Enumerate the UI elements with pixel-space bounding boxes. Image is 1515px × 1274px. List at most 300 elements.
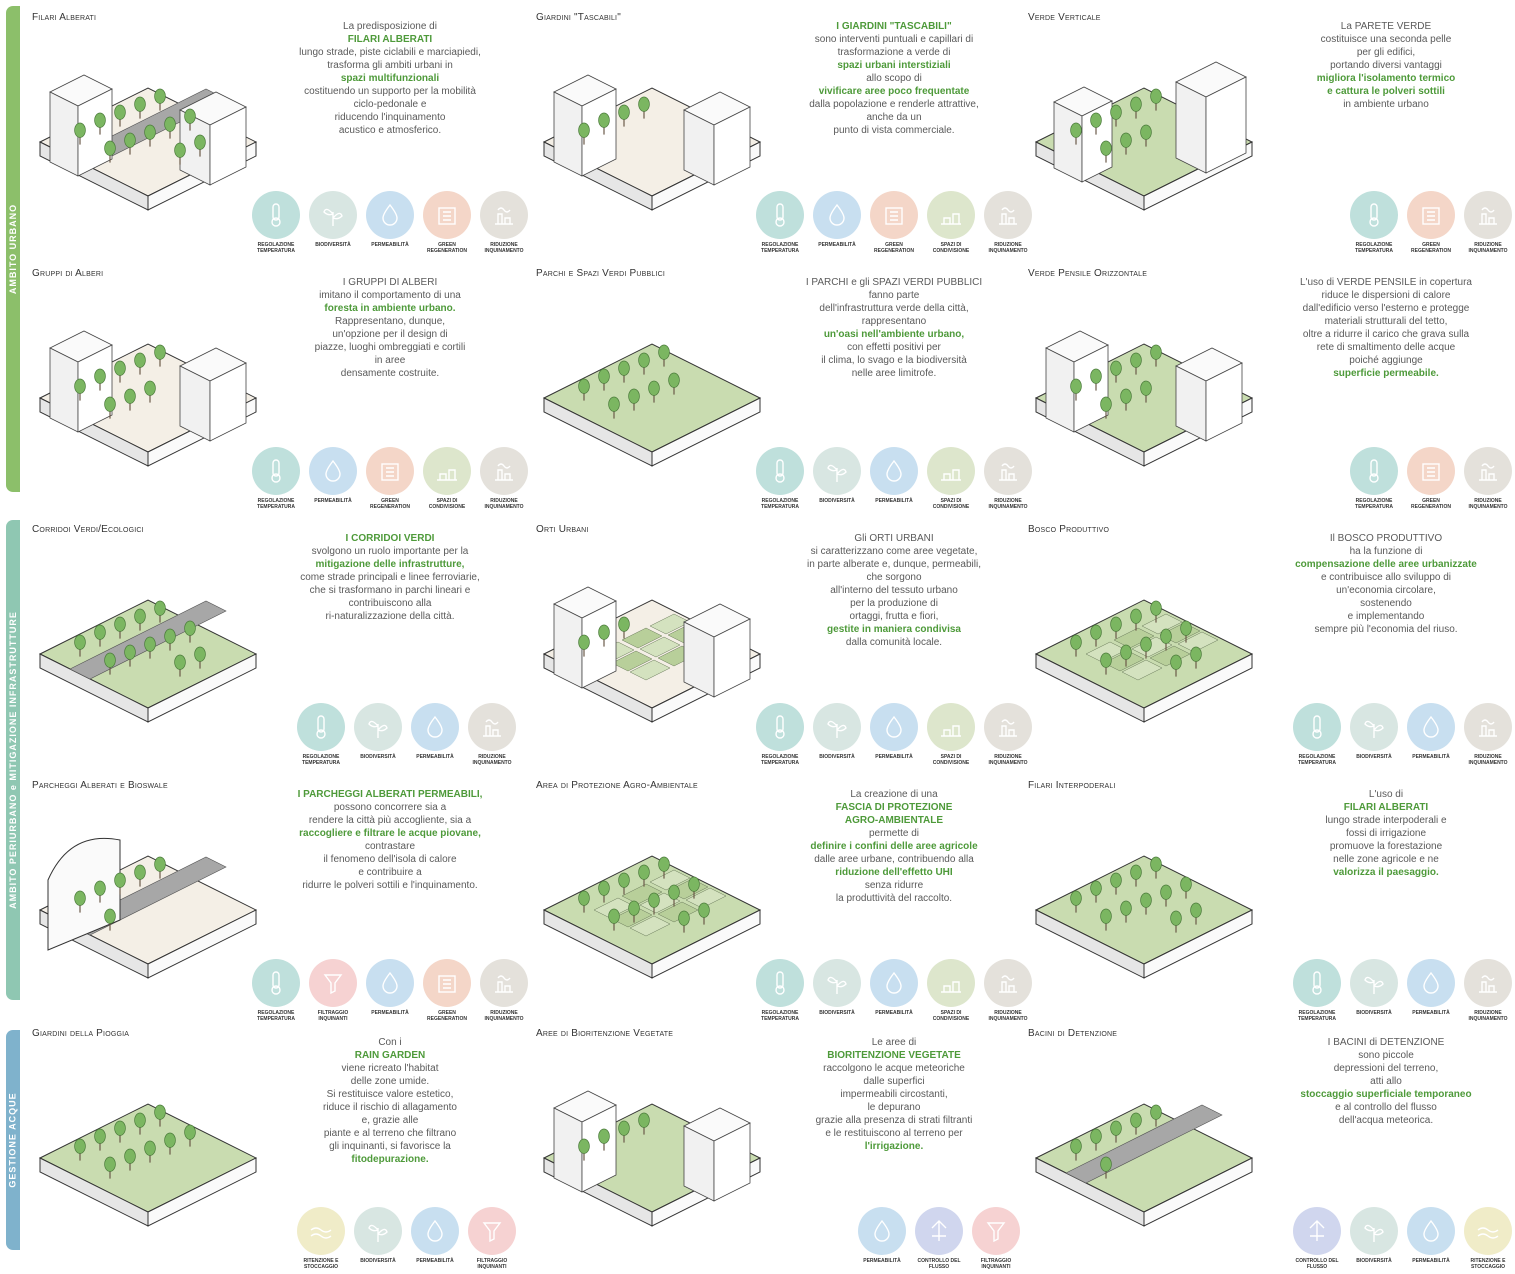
benefit-icons	[756, 191, 1032, 254]
benefit-rit	[1464, 1207, 1512, 1270]
description-line: ri-naturalizzazione della città.	[325, 611, 455, 622]
perm-icon	[1407, 959, 1455, 1007]
benefit-inq	[480, 191, 528, 254]
benefit-icons	[1293, 1207, 1512, 1270]
panel-description	[1268, 788, 1504, 879]
bio-icon	[354, 1207, 402, 1255]
isometric-illustration	[1026, 544, 1262, 744]
benefit-inq	[1464, 703, 1512, 766]
benefit-label: RIDUZIONE INQUINAMENTO	[1468, 242, 1508, 254]
description-line: Con i	[378, 1037, 402, 1048]
highlight-text: FILARI ALBERATI	[1343, 802, 1429, 813]
description-line: dalle superfici	[863, 1076, 925, 1087]
perm-icon	[870, 447, 918, 495]
description-line: per la produzione di	[850, 598, 938, 609]
description-line: promuove la forestazione	[1329, 841, 1443, 852]
benefit-spazi	[423, 447, 471, 510]
description-line: si caratterizzano come aree vegetate,	[810, 546, 978, 557]
benefit-temp	[756, 703, 804, 766]
panel-description	[776, 1036, 1012, 1153]
ctrl-icon	[915, 1207, 963, 1255]
section-label-text: AMBITO URBANO	[8, 203, 18, 295]
benefit-label: SPAZI DI CONDIVISIONE	[428, 498, 466, 510]
description-line: impermeabili circostanti,	[840, 1089, 948, 1100]
benefit-perm	[813, 191, 861, 254]
benefit-green	[423, 959, 471, 1022]
inq-icon	[480, 447, 528, 495]
benefit-label: SPAZI DI CONDIVISIONE	[932, 754, 970, 766]
description-line: un'economia circolare,	[1336, 585, 1436, 596]
panel-description	[776, 532, 1012, 649]
benefit-label: PERMEABILITÀ	[371, 242, 409, 248]
description-line: costituendo un supporto per la mobilità	[304, 86, 476, 97]
description-line: I GRUPPI DI ALBERI	[342, 277, 438, 288]
description-line: raccolgono le acque meteoriche	[823, 1063, 965, 1074]
benefit-temp	[1350, 447, 1398, 510]
description-line: come strade principali e linee ferroviarie,	[300, 572, 480, 583]
description-line: all'interno del tessuto urbano	[830, 585, 958, 596]
panel-description	[272, 1036, 508, 1166]
benefit-ctrl	[915, 1207, 963, 1270]
description-line: rappresentano	[861, 316, 927, 327]
description-line: in parte alberate e, dunque, permeabili,	[806, 559, 981, 570]
description-line: L'uso di	[1368, 789, 1404, 800]
benefit-bio	[354, 703, 402, 766]
panel-illustration	[1026, 288, 1262, 488]
description-line: dalla popolazione e renderle attrattive,	[809, 99, 979, 110]
description-line: L'uso di VERDE PENSILE in copertura	[1300, 277, 1472, 288]
description-line: un'opzione per il design di	[332, 329, 448, 340]
description-line: anche da un	[866, 112, 922, 123]
benefit-label: SPAZI DI CONDIVISIONE	[932, 1010, 970, 1022]
benefit-perm	[411, 703, 459, 766]
description-line: e contribuisce allo sviluppo di	[1320, 572, 1452, 583]
highlight-text: AGRO-AMBIENTALE	[844, 815, 944, 826]
description-line: dalle aree urbane, contribuendo alla	[814, 854, 974, 865]
isometric-illustration	[30, 1048, 266, 1248]
benefit-icons	[756, 447, 1032, 510]
panel-title: Verde Pensile Orizzontale	[1028, 268, 1148, 279]
benefit-label: RIDUZIONE INQUINAMENTO	[1468, 498, 1508, 510]
isometric-illustration	[534, 1048, 770, 1248]
description-line: atti allo	[1370, 1076, 1402, 1087]
highlight-text: I GIARDINI "TASCABILI"	[836, 21, 952, 32]
highlight-text: vivificare aree poco frequentate	[818, 86, 970, 97]
benefit-label: PERMEABILITÀ	[1412, 754, 1450, 760]
panel-title: Area di Protezione Agro-Ambientale	[536, 780, 698, 791]
panel-illustration	[534, 800, 770, 1000]
description-line: costituisce una seconda pelle	[1320, 34, 1452, 45]
benefit-temp	[1293, 959, 1341, 1022]
nbs-panel	[1022, 518, 1515, 770]
panel-description	[272, 20, 508, 137]
benefit-label: REGOLAZIONE TEMPERATURA	[1298, 1010, 1336, 1022]
benefit-label: PERMEABILITÀ	[314, 498, 352, 504]
benefit-label: REGOLAZIONE TEMPERATURA	[1298, 754, 1336, 766]
panel-illustration	[30, 288, 266, 488]
panel-title: Aree di Bioritenzione Vegetate	[536, 1028, 674, 1039]
benefit-label: SPAZI DI CONDIVISIONE	[932, 242, 970, 254]
highlight-text: valorizza il paesaggio.	[1333, 867, 1439, 878]
isometric-illustration	[534, 288, 770, 488]
green-icon	[366, 447, 414, 495]
panel-illustration	[1026, 32, 1262, 232]
description-line: materiali strutturali del tetto,	[1324, 316, 1448, 327]
bio-icon	[813, 447, 861, 495]
benefit-inq	[480, 959, 528, 1022]
description-line: trasforma gli ambiti urbani in	[327, 60, 453, 71]
description-line: le depurano	[867, 1102, 921, 1113]
isometric-illustration	[1026, 32, 1262, 232]
temp-icon	[756, 703, 804, 751]
bio-icon	[1350, 1207, 1398, 1255]
benefit-label: CONTROLLO DEL FLUSSO	[1295, 1258, 1339, 1270]
benefit-spazi	[927, 447, 975, 510]
temp-icon	[756, 191, 804, 239]
nbs-panel	[530, 1022, 1023, 1274]
benefit-label: RIDUZIONE INQUINAMENTO	[988, 754, 1028, 766]
description-line: in aree	[374, 355, 406, 366]
benefit-bio	[1350, 703, 1398, 766]
benefit-label: REGOLAZIONE TEMPERATURA	[761, 498, 799, 510]
description-line: La PARETE VERDE	[1340, 21, 1432, 32]
highlight-text: foresta in ambiente urbano.	[324, 303, 456, 314]
benefit-perm	[411, 1207, 459, 1270]
inq-icon	[1464, 191, 1512, 239]
benefit-green	[870, 191, 918, 254]
benefit-label: BIODIVERSITÀ	[1356, 1258, 1392, 1264]
green-icon	[870, 191, 918, 239]
perm-icon	[870, 959, 918, 1007]
temp-icon	[252, 447, 300, 495]
description-line: contrastare	[364, 841, 416, 852]
highlight-text: BIORITENZIONE VEGETATE	[827, 1050, 961, 1061]
description-line: allo scopo di	[866, 73, 922, 84]
isometric-illustration	[1026, 288, 1262, 488]
description-line: depressioni del terreno,	[1333, 1063, 1439, 1074]
nbs-panel	[1022, 774, 1515, 1026]
temp-icon	[756, 959, 804, 1007]
benefit-label: RITENZIONE E STOCCAGGIO	[303, 1258, 339, 1270]
panel-title: Corridoi Verdi/Ecologici	[32, 524, 144, 535]
benefit-label: GREEN REGENERATION	[1411, 242, 1451, 254]
benefit-perm	[1407, 959, 1455, 1022]
benefit-bio	[1350, 1207, 1398, 1270]
highlight-text: stoccaggio superficiale temporaneo	[1300, 1089, 1472, 1100]
description-line: imitano il comportamento di una	[319, 290, 461, 301]
description-line: dell'infrastruttura verde della città,	[819, 303, 969, 314]
benefit-icons	[858, 1207, 1020, 1270]
description-line: dalla comunità locale.	[845, 637, 943, 648]
description-line: che sorgono	[866, 572, 922, 583]
temp-icon	[1293, 703, 1341, 751]
green-icon	[1407, 447, 1455, 495]
bio-icon	[813, 703, 861, 751]
description-line: lungo strade, piste ciclabili e marciapiedi,	[299, 47, 481, 58]
description-line: sono piccole	[1358, 1050, 1414, 1061]
benefit-label: FILTRAGGIO INQUINANTI	[980, 1258, 1012, 1270]
panel-illustration	[1026, 800, 1262, 1000]
panel-description	[1268, 276, 1504, 380]
benefit-perm	[1407, 1207, 1455, 1270]
perm-icon	[858, 1207, 906, 1255]
benefit-temp	[252, 959, 300, 1022]
inq-icon	[1464, 703, 1512, 751]
benefit-label: PERMEABILITÀ	[416, 1258, 454, 1264]
spazi-icon	[927, 191, 975, 239]
benefit-bio	[813, 703, 861, 766]
benefit-icons	[1293, 959, 1512, 1022]
panel-description	[1268, 1036, 1504, 1127]
benefit-bio	[309, 191, 357, 254]
panel-description	[776, 276, 1012, 380]
benefit-temp	[756, 447, 804, 510]
benefit-green	[423, 191, 471, 254]
isometric-illustration	[30, 32, 266, 232]
benefit-label: RIDUZIONE INQUINAMENTO	[484, 242, 524, 254]
description-line: portando diversi vantaggi	[1330, 60, 1442, 71]
panel-title: Giardini della Pioggia	[32, 1028, 130, 1039]
filt-icon	[309, 959, 357, 1007]
nbs-panel	[1022, 1022, 1515, 1274]
highlight-text: spazi urbani interstiziali	[837, 60, 951, 71]
panel-title: Giardini "Tascabili"	[536, 12, 621, 23]
benefit-inq	[468, 703, 516, 766]
benefit-perm	[309, 447, 357, 510]
benefit-bio	[354, 1207, 402, 1270]
benefit-perm	[870, 959, 918, 1022]
benefit-label: BIODIVERSITÀ	[819, 498, 855, 504]
highlight-text: un'oasi nell'ambiente urbano,	[823, 329, 965, 340]
perm-icon	[366, 959, 414, 1007]
panel-illustration	[30, 32, 266, 232]
description-line: trasformazione a verde di	[837, 47, 951, 58]
description-line: rete di smaltimento delle acque	[1316, 342, 1456, 353]
description-line: per gli edifici,	[1356, 47, 1416, 58]
description-line: La creazione di una	[850, 789, 938, 800]
panel-description	[776, 20, 1012, 137]
temp-icon	[1293, 959, 1341, 1007]
bio-icon	[1350, 703, 1398, 751]
benefit-temp	[756, 959, 804, 1022]
benefit-label: PERMEABILITÀ	[416, 754, 454, 760]
panel-title: Parchi e Spazi Verdi Pubblici	[536, 268, 666, 279]
benefit-icons	[252, 447, 528, 510]
panel-description	[1268, 532, 1504, 636]
panel-title: Bosco Produttivo	[1028, 524, 1110, 535]
description-line: lungo strade interpoderali e	[1325, 815, 1447, 826]
benefit-label: BIODIVERSITÀ	[819, 1010, 855, 1016]
description-line: viene ricreato l'habitat	[341, 1063, 439, 1074]
description-line: la produttività del raccolto.	[835, 893, 953, 904]
highlight-text: migliora l'isolamento termico	[1316, 73, 1456, 84]
description-line: I PARCHI e gli SPAZI VERDI PUBBLICI	[805, 277, 983, 288]
perm-icon	[870, 703, 918, 751]
panel-illustration	[534, 1048, 770, 1248]
panel-description	[776, 788, 1012, 905]
filt-icon	[468, 1207, 516, 1255]
description-line: ridurre le polveri sottili e l'inquinamento.	[302, 880, 478, 891]
description-line: poiché aggiunge	[1349, 355, 1423, 366]
benefit-label: REGOLAZIONE TEMPERATURA	[257, 1010, 295, 1022]
highlight-text: raccogliere e filtrare le acque piovane,	[299, 828, 481, 839]
benefit-filt	[972, 1207, 1020, 1270]
benefit-icons	[297, 1207, 516, 1270]
description-line: sempre più l'economia del riuso.	[1314, 624, 1458, 635]
benefit-label: GREEN REGENERATION	[427, 1010, 467, 1022]
benefit-label: REGOLAZIONE TEMPERATURA	[761, 754, 799, 766]
benefit-label: BIODIVERSITÀ	[1356, 1010, 1392, 1016]
highlight-text: I CORRIDOI VERDI	[345, 533, 435, 544]
benefit-icons	[756, 703, 1032, 766]
benefit-perm	[858, 1207, 906, 1270]
benefit-label: PERMEABILITÀ	[371, 1010, 409, 1016]
panel-description	[272, 788, 508, 892]
description-line: grazie alla presenza di strati filtranti	[815, 1115, 973, 1126]
benefit-spazi	[927, 191, 975, 254]
benefit-green	[366, 447, 414, 510]
highlight-text: definire i confini delle aree agricole	[810, 841, 978, 852]
panel-illustration	[30, 800, 266, 1000]
spazi-icon	[423, 447, 471, 495]
panel-illustration	[1026, 1048, 1262, 1248]
bio-icon	[354, 703, 402, 751]
benefit-temp	[252, 447, 300, 510]
benefit-icons	[1350, 191, 1512, 254]
description-line: contribuiscono alla	[348, 598, 432, 609]
nbs-panel	[530, 518, 1028, 770]
nbs-panel	[530, 6, 1028, 258]
spazi-icon	[927, 447, 975, 495]
inq-icon	[468, 703, 516, 751]
green-icon	[423, 191, 471, 239]
nbs-panel	[26, 1022, 519, 1274]
highlight-text: gestite in maniera condivisa	[827, 624, 961, 635]
highlight-text: compensazione delle aree urbanizzate	[1295, 559, 1477, 570]
highlight-text: fitodepurazione.	[351, 1154, 429, 1165]
bio-icon	[309, 191, 357, 239]
benefit-label: PERMEABILITÀ	[875, 498, 913, 504]
isometric-illustration	[30, 288, 266, 488]
nbs-panel	[26, 262, 524, 514]
description-line: piazze, luoghi ombreggiati e cortili	[314, 342, 466, 353]
perm-icon	[366, 191, 414, 239]
benefit-perm	[870, 703, 918, 766]
section-label	[6, 1030, 20, 1250]
ctrl-icon	[1293, 1207, 1341, 1255]
description-line: e, grazie alle	[361, 1115, 419, 1126]
benefit-icons	[1350, 447, 1512, 510]
benefit-icons	[297, 703, 516, 766]
benefit-temp	[297, 703, 345, 766]
nbs-panel	[26, 774, 524, 1026]
description-line: il clima, lo svago e la biodiversità	[821, 355, 967, 366]
description-line: riducendo l'inquinamento	[334, 112, 446, 123]
description-line: Si restituisce valore estetico,	[326, 1089, 454, 1100]
benefit-label: PERMEABILITÀ	[1412, 1010, 1450, 1016]
highlight-text: riduzione dell'effetto UHI	[835, 867, 953, 878]
description-line: che si trasformano in parchi lineari e	[309, 585, 471, 596]
highlight-text: I PARCHEGGI ALBERATI PERMEABILI,	[297, 789, 483, 800]
benefit-label: PERMEABILITÀ	[818, 242, 856, 248]
description-line: piante e al terreno che filtrano	[323, 1128, 457, 1139]
benefit-label: RIDUZIONE INQUINAMENTO	[484, 498, 524, 510]
panel-illustration	[30, 1048, 266, 1248]
benefit-label: REGOLAZIONE TEMPERATURA	[1355, 498, 1393, 510]
description-line: fossi di irrigazione	[1345, 828, 1427, 839]
highlight-text: RAIN GARDEN	[354, 1050, 426, 1061]
filt-icon	[972, 1207, 1020, 1255]
panel-illustration	[1026, 544, 1262, 744]
highlight-text: FILARI ALBERATI	[347, 34, 433, 45]
temp-icon	[297, 703, 345, 751]
benefit-rit	[297, 1207, 345, 1270]
description-line: ha la funzione di	[1349, 546, 1423, 557]
panel-illustration	[534, 32, 770, 232]
benefit-inq	[1464, 191, 1512, 254]
description-line: riduce il rischio di allagamento	[323, 1102, 457, 1113]
panel-description	[272, 276, 508, 380]
isometric-illustration	[30, 544, 266, 744]
benefit-perm	[366, 191, 414, 254]
section-label-text: GESTIONE ACQUE	[8, 1092, 18, 1188]
benefit-temp	[1293, 703, 1341, 766]
description-line: Gli ORTI URBANI	[854, 533, 934, 544]
panel-illustration	[534, 544, 770, 744]
description-line: ciclo-pedonale e	[353, 99, 427, 110]
isometric-illustration	[1026, 1048, 1262, 1248]
description-line: delle zone umide.	[350, 1076, 430, 1087]
benefit-temp	[252, 191, 300, 254]
benefit-perm	[870, 447, 918, 510]
isometric-illustration	[30, 800, 266, 1000]
benefit-label: GREEN REGENERATION	[370, 498, 410, 510]
benefit-perm	[1407, 703, 1455, 766]
highlight-text: e cattura le polveri sottili	[1327, 86, 1445, 97]
description-line: e le restituiscono al terreno per	[825, 1128, 963, 1139]
description-line: e contribuire a	[358, 867, 422, 878]
benefit-icons	[252, 959, 528, 1022]
description-line: oltre a ridurre il carico che grava sulla	[1302, 329, 1470, 340]
benefit-inq	[480, 447, 528, 510]
benefit-label: FILTRAGGIO INQUINANTI	[317, 1010, 349, 1022]
benefit-icons	[1293, 703, 1512, 766]
benefit-label: SPAZI DI CONDIVISIONE	[932, 498, 970, 510]
panel-title: Bacini di Detenzione	[1028, 1028, 1118, 1039]
panel-title: Filari Alberati	[32, 12, 97, 23]
benefit-label: REGOLAZIONE TEMPERATURA	[761, 242, 799, 254]
perm-icon	[411, 703, 459, 751]
highlight-text: FASCIA DI PROTEZIONE	[835, 802, 953, 813]
description-line: dell'acqua meteorica.	[1338, 1115, 1434, 1126]
benefit-filt	[309, 959, 357, 1022]
benefit-temp	[756, 191, 804, 254]
benefit-bio	[813, 959, 861, 1022]
benefit-label: RIDUZIONE INQUINAMENTO	[1468, 1010, 1508, 1022]
isometric-illustration	[534, 32, 770, 232]
panel-description	[272, 532, 508, 623]
temp-icon	[1350, 191, 1398, 239]
rit-icon	[1464, 1207, 1512, 1255]
benefit-icons	[252, 191, 528, 254]
section-label	[6, 520, 20, 1000]
description-line: rendere la città più accogliente, sia a	[308, 815, 472, 826]
spazi-icon	[927, 959, 975, 1007]
description-line: con effetti positivi per	[847, 342, 941, 353]
green-icon	[423, 959, 471, 1007]
benefit-label: RIDUZIONE INQUINAMENTO	[988, 242, 1028, 254]
benefit-inq	[1464, 959, 1512, 1022]
